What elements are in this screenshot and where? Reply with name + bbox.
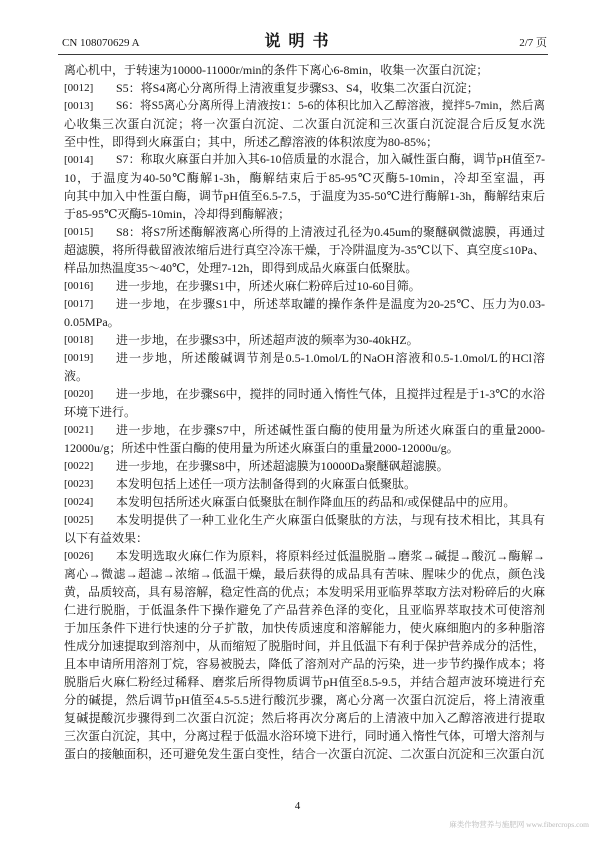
paragraph-number: [0025] [64, 514, 94, 526]
document-body [64, 61, 545, 763]
paragraph-number: [0017] [64, 298, 94, 310]
paragraph [64, 97, 545, 151]
paragraph-number: [0026] [64, 550, 94, 562]
text-line: 进一步地，在步骤S3中，所述超声波的频率为30-40kHZ。 [116, 333, 419, 347]
paragraph [64, 457, 545, 475]
header-divider [58, 54, 548, 55]
text-line: 本发明包括所述火麻蛋白低聚肽在制作降血压的药品和/或保健品中的应用。 [116, 495, 516, 509]
paragraph-number: [0019] [64, 352, 94, 364]
watermark: 麻类作物营养与施肥网 www.fibercrops.com [449, 820, 589, 829]
text-line: 进一步地，在步骤S1中，所述火麻仁粉碎后过10-60目筛。 [116, 279, 421, 293]
paragraph [64, 61, 545, 79]
paragraph [64, 421, 545, 457]
text-line: 脱脂后火麻仁粉经过稀释、磨浆后所得物质调节pH值至8.5-9.5，并结合超声波环境进行充 [64, 675, 545, 689]
text-line: 样品加热温度35～40℃，处理7-12h，即得到成品火麻蛋白低聚肽。 [64, 261, 418, 275]
text-line: 进一步地，在步骤S6中，搅拌的同时通入惰性气体，且搅拌过程是于1-3℃的水浴 [116, 387, 545, 401]
text-line: 环境下进行。 [64, 405, 137, 419]
text-line: 进一步地，在步骤S1中，所述萃取罐的操作条件是温度为20-25℃、压力为0.03- [116, 297, 545, 311]
paragraph [64, 385, 545, 421]
text-line: 分的碱提，然后调节pH值至4.5-5.5进行酸沉步骤，离心分离一次蛋白沉淀后，将上清液重 [64, 693, 545, 707]
text-line: 以下有益效果： [64, 531, 149, 545]
paragraph [64, 223, 545, 277]
paragraph-number: [0023] [64, 478, 94, 490]
text-line: 本发明选取火麻仁作为原料，将原料经过低温脱脂→磨浆→碱提→酸沉→酶解→ [116, 549, 545, 563]
text-line: S5：将S4离心分离所得上清液重复步骤S3、S4，收集二次蛋白沉淀； [116, 81, 479, 95]
text-line: 进一步地，在步骤S7中，所述碱性蛋白酶的使用量为所述火麻蛋白的重量2000- [116, 423, 545, 437]
text-line: 进一步地，在步骤S8中，所述超滤膜为10000Da聚醚砜超滤膜。 [116, 459, 449, 473]
text-line: 向其中加入中性蛋白酶，调节pH值至6.5-7.5，于温度为35-50℃进行酶解1-3h，酶解结束后 [64, 189, 545, 203]
document-title: 说 明 书 [264, 33, 331, 50]
paragraph-number: [0021] [64, 424, 94, 436]
paragraph-number: [0016] [64, 280, 94, 292]
paragraph [64, 547, 545, 763]
paragraph [64, 493, 545, 511]
paragraph [64, 475, 545, 493]
page-number: 4 [294, 800, 301, 812]
paragraph [64, 511, 545, 547]
text-line: 本发明提供了一种工业化生产火麻蛋白低聚肽的方法，与现有技术相比，其具有 [116, 513, 545, 527]
paragraph-number: [0014] [64, 154, 94, 166]
text-line: 0.05MPa。 [64, 315, 120, 329]
paragraph-number: [0012] [64, 82, 94, 94]
paragraph [64, 331, 545, 349]
paragraph-number: [0020] [64, 388, 94, 400]
text-line: 于加压条件下进行快速的分子扩散，加快传质速度和溶解能力，使火麻细胞内的多种脂溶 [64, 621, 545, 635]
paragraph-number: [0013] [64, 100, 94, 112]
paragraph-number: [0015] [64, 226, 94, 238]
paragraph-number: [0022] [64, 460, 94, 472]
text-line: 液。 [64, 369, 89, 383]
text-line: 10，于温度为40-50℃酶解1-3h，酶解结束后于85-95℃灭酶5-10min，冷却至室温，再 [64, 171, 545, 185]
text-line: 心收集三次蛋白沉淀；将一次蛋白沉淀、二次蛋白沉淀和三次蛋白沉淀混合后反复水洗 [64, 117, 545, 131]
text-line: 离心→微滤→超滤→浓缩→低温干燥，最后获得的成品具有苦味、腥味少的优点，颜色浅 [64, 567, 545, 581]
text-line: 超滤膜，将所得截留液浓缩后进行真空冷冻干燥，于冷阱温度为-35℃以下、真空度≤10Pa、 [64, 243, 545, 257]
text-line: 仁进行脱脂，于低温条件下操作避免了产品营养色泽的变化，且亚临界萃取技术可使溶剂 [64, 603, 545, 617]
text-line: 三次蛋白沉淀，其中，分离过程于低温水浴环境下进行，同时通入惰性气体，可增大溶剂与 [64, 729, 545, 743]
paragraph [64, 79, 545, 97]
text-line: S7：称取火麻蛋白并加入其6-10倍质量的水混合，加入碱性蛋白酶，调节pH值至7- [116, 153, 545, 166]
paragraph [64, 295, 545, 331]
paragraph [64, 151, 545, 223]
text-line: 进一步地，所述酸碱调节剂是0.5-1.0mol/L的NaOH溶液和0.5-1.0mol/L的HCl溶 [116, 351, 545, 365]
publication-number: CN 108070629 A [62, 37, 140, 49]
paragraph [64, 277, 545, 295]
paragraph-number: [0018] [64, 334, 94, 346]
text-line: S6：将S5离心分离所得上清液按1：5-6的体积比加入乙醇溶液，搅拌5-7min，然后离 [116, 100, 545, 112]
text-line: 且本申请所用溶剂丁烷，容易被脱去，降低了溶剂对产品的污染，进一步节约操作成本；将 [64, 657, 545, 671]
text-line: 本发明包括上述任一项方法制备得到的火麻蛋白低聚肽。 [116, 477, 417, 491]
text-line: 性成分加速提取到溶剂中，从而缩短了脱脂时间，并且低温下有利于保护营养成分的活性， [64, 639, 545, 653]
text-line: 至中性，即得到火麻蛋白；其中，所述乙醇溶液的体积浓度为80-85%； [64, 135, 438, 149]
text-line: 离心机中，于转速为10000-11000r/min的条件下离心6-8min，收集一次蛋白沉淀； [64, 63, 489, 77]
text-line: 12000u/g；所述中性蛋白酶的使用量为所述火麻蛋白的重量2000-12000u/g。 [64, 441, 459, 455]
text-line: 复碱提酸沉步骤得到二次蛋白沉淀；然后将再次分离后的上清液中加入乙醇溶液进行提取 [64, 711, 545, 725]
paragraph [64, 349, 545, 385]
text-line: 蛋白的接触面积，还可避免发生蛋白变性，结合一次蛋白沉淀、二次蛋白沉淀和三次蛋白沉 [64, 747, 545, 761]
page-indicator: 2/7 页 [519, 37, 547, 49]
paragraph-number: [0024] [64, 496, 94, 508]
text-line: S8：将S7所述酶解液离心所得的上清液过孔径为0.45um的聚醚砜微滤膜，再通过 [116, 225, 545, 239]
text-line: 于85-95℃灭酶5-10min，冷却得到酶解液； [64, 207, 291, 221]
text-line: 黄，品质较高，具有易溶解，稳定性高的优点；本发明采用亚临界萃取方法对粉碎后的火麻 [64, 585, 545, 599]
